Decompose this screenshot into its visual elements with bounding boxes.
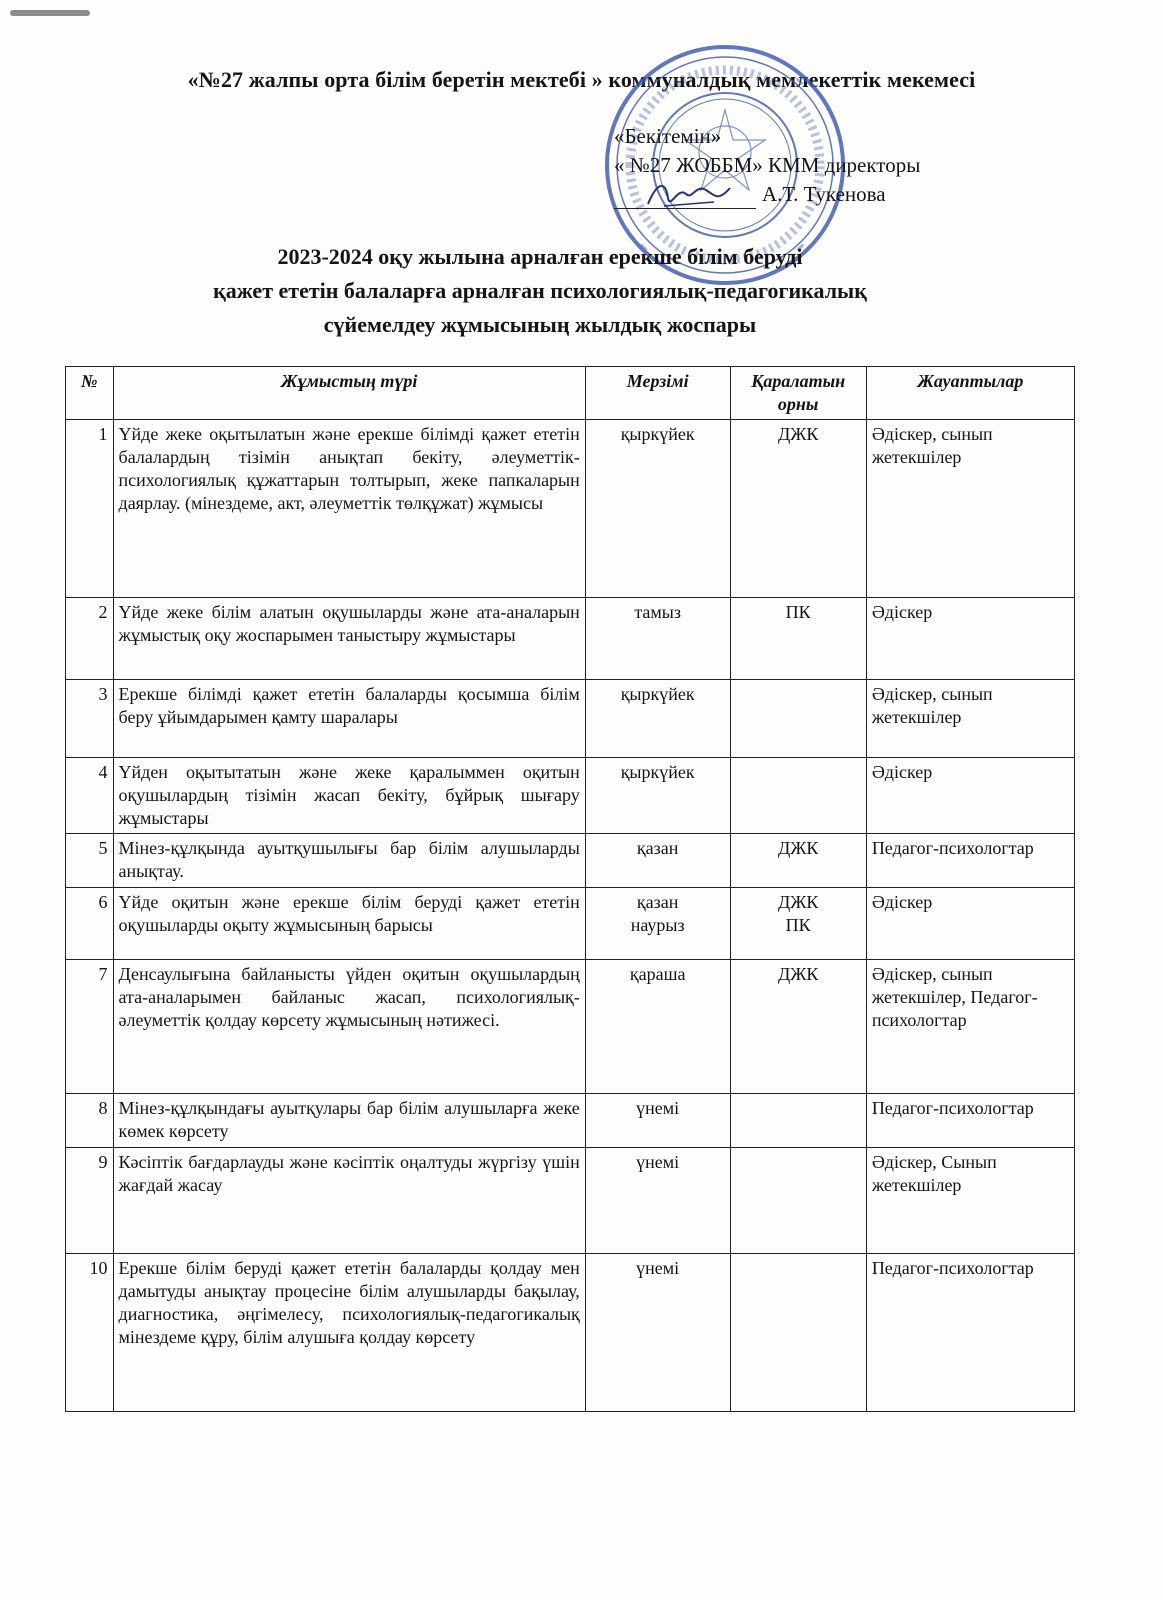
- director-position: « №27 ЖОББМ» КММ директоры: [614, 153, 921, 177]
- term-value: тамыз: [634, 602, 681, 622]
- handwritten-signature: [644, 176, 734, 212]
- annual-plan-table: [65, 366, 1075, 1412]
- term-value: үнемі: [636, 1152, 680, 1172]
- header-place: Қаралатын орны: [730, 367, 866, 420]
- place-value: ДЖК: [777, 964, 819, 984]
- place-value: ПК: [785, 602, 811, 622]
- place-cell: [730, 598, 866, 680]
- work-description: Кәсіптік бағдарлауды және кәсіптік оңалтуды жүргізу үшін жағдай жасау: [113, 1148, 585, 1254]
- term-value: қыркүйек: [620, 762, 695, 782]
- place-cell: [730, 420, 866, 598]
- signature-field: [614, 186, 756, 209]
- term-value: қазан: [636, 892, 679, 912]
- table-row: [66, 960, 1075, 1094]
- work-description: Ерекше білімді қажет ететін балаларды қосымша білім беру ұйымдарымен қамту шаралары: [113, 680, 585, 758]
- title-line-3: сүйемелдеу жұмысының жылдық жоспары: [323, 312, 757, 337]
- row-number: 3: [66, 680, 114, 758]
- work-description: Үйде жеке оқытылатын және ерекше білімді қажет ететін балалардың тізімін анықтап бекіту, әлеуметтік-психологиялық құжаттарын толтырып, жеке папкаларын даярлау. (мінездеме, акт, әлеуметтік төлқұжат) жұмысы: [113, 420, 585, 598]
- term-cell: [585, 1094, 730, 1148]
- term-value: үнемі: [636, 1098, 680, 1118]
- responsible-persons: Әдіскер: [866, 758, 1074, 834]
- term-value: қыркүйек: [620, 684, 695, 704]
- term-cell: [585, 598, 730, 680]
- work-description: Үйде жеке білім алатын оқушыларды және ата-аналарын жұмыстық оқу жоспарымен таныстыру жұмыстары: [113, 598, 585, 680]
- place-value: ДЖК: [777, 838, 819, 858]
- responsible-persons: Педагог-психологтар: [866, 834, 1074, 888]
- term-value: қыркүйек: [620, 424, 695, 444]
- place-cell: [730, 1094, 866, 1148]
- table-body: [66, 420, 1075, 1412]
- work-description: Үйде оқитын және ерекше білім беруді қажет ететін оқушыларды оқыту жұмысының барысы: [113, 888, 585, 960]
- place-cell: [730, 834, 866, 888]
- responsible-persons: Әдіскер, Сынып жетекшілер: [866, 1148, 1074, 1254]
- table-row: [66, 834, 1075, 888]
- place-cell: [730, 888, 866, 960]
- table-row: [66, 420, 1075, 598]
- table-row: [66, 680, 1075, 758]
- table-row: [66, 758, 1075, 834]
- place-value: ДЖК: [777, 424, 819, 444]
- responsible-persons: Педагог-психологтар: [866, 1254, 1074, 1412]
- table-row: [66, 1094, 1075, 1148]
- responsible-persons: Әдіскер: [866, 598, 1074, 680]
- row-number: 2: [66, 598, 114, 680]
- table-row: [66, 598, 1075, 680]
- table-row: [66, 1148, 1075, 1254]
- header-num: №: [66, 367, 114, 420]
- term-value: қараша: [629, 964, 686, 984]
- term-cell: [585, 834, 730, 888]
- responsible-persons: Әдіскер: [866, 888, 1074, 960]
- row-number: 4: [66, 758, 114, 834]
- term-cell: [585, 680, 730, 758]
- table-header-row: [66, 367, 1075, 420]
- place-cell: [730, 960, 866, 1094]
- term-value: қазан: [636, 838, 679, 858]
- term-value: наурыз: [630, 915, 685, 935]
- term-cell: [585, 960, 730, 1094]
- row-number: 7: [66, 960, 114, 1094]
- document-title: [0, 240, 1080, 342]
- responsible-persons: Әдіскер, сынып жетекшілер: [866, 420, 1074, 598]
- place-value: ПК: [785, 915, 811, 935]
- work-description: Үйден оқытытатын және жеке қаралыммен оқитын оқушылардың тізімін жасап бекіту, бұйрық шығару жұмыстары: [113, 758, 585, 834]
- approval-label: «Бекітемін»: [614, 124, 722, 148]
- place-cell: [730, 680, 866, 758]
- signature-line: [614, 180, 1134, 209]
- approval-block: [614, 122, 1134, 209]
- work-description: Денсаулығына байланысты үйден оқитын оқушылардың ата-аналарымен байланыс жасап, психологиялық-әлеуметтік қолдау көрсету жұмысының нәтижесі.: [113, 960, 585, 1094]
- row-number: 10: [66, 1254, 114, 1412]
- place-cell: [730, 758, 866, 834]
- row-number: 1: [66, 420, 114, 598]
- table-row: [66, 888, 1075, 960]
- row-number: 8: [66, 1094, 114, 1148]
- work-description: Мінез-құлқындағы ауытқулары бар білім алушыларға жеке көмек көрсету: [113, 1094, 585, 1148]
- responsible-persons: Педагог-психологтар: [866, 1094, 1074, 1148]
- work-description: Мінез-құлқында ауытқушылығы бар білім алушыларды анықтау.: [113, 834, 585, 888]
- term-cell: [585, 888, 730, 960]
- place-value: ДЖК: [777, 892, 819, 912]
- table-row: [66, 1254, 1075, 1412]
- organization-title: «№27 жалпы орта білім беретін мектебі » коммуналдық мемлекеттік мекемесі: [187, 67, 976, 92]
- work-description: Ерекше білім беруді қажет ететін балаларды қолдау мен дамытуды анықтау процесіне білім алушыларды бақылау, диагностика, әңгімелесу, психологиялық-педагогикалық мінездеме құру, білім алушыға қолдау көрсету: [113, 1254, 585, 1412]
- header-term: Мерзімі: [585, 367, 730, 420]
- term-cell: [585, 1254, 730, 1412]
- term-value: үнемі: [636, 1258, 680, 1278]
- row-number: 5: [66, 834, 114, 888]
- row-number: 6: [66, 888, 114, 960]
- responsible-persons: Әдіскер, сынып жетекшілер, Педагог-психологтар: [866, 960, 1074, 1094]
- place-cell: [730, 1148, 866, 1254]
- director-name: А.Т. Тукенова: [762, 182, 886, 206]
- term-cell: [585, 1148, 730, 1254]
- term-cell: [585, 758, 730, 834]
- header-responsible: Жауаптылар: [866, 367, 1074, 420]
- title-line-1: 2023-2024 оқу жылына арналған ерекше білім беруді: [277, 244, 803, 269]
- title-line-2: қажет ететін балаларға арналған психологиялық-педагогикалық: [213, 278, 867, 303]
- scan-mark: [10, 10, 90, 16]
- responsible-persons: Әдіскер, сынып жетекшілер: [866, 680, 1074, 758]
- row-number: 9: [66, 1148, 114, 1254]
- place-cell: [730, 1254, 866, 1412]
- header-work: Жұмыстың түрі: [113, 367, 585, 420]
- term-cell: [585, 420, 730, 598]
